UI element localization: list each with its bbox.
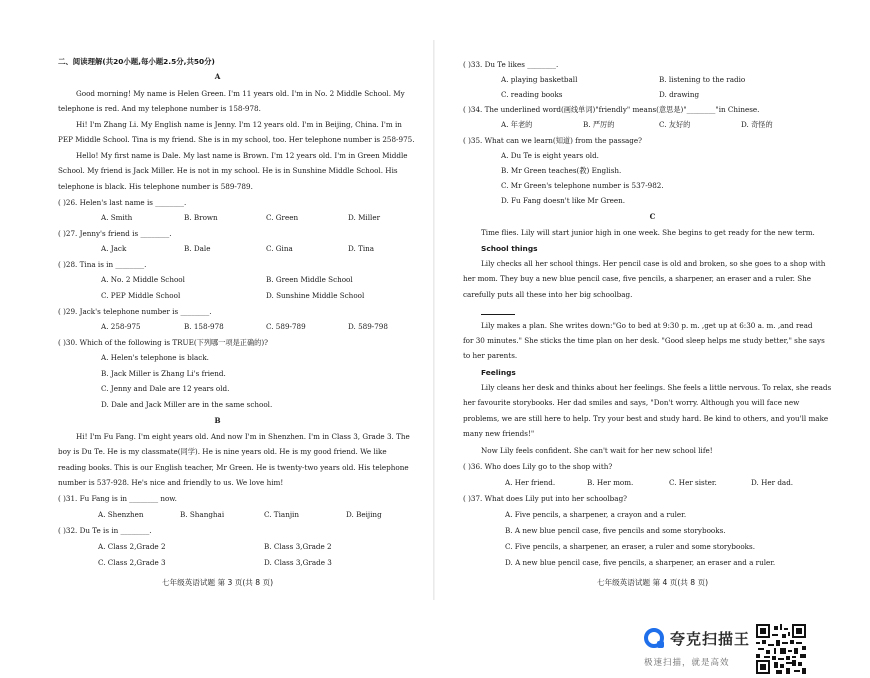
q35-option-d: D. Fu Fang doesn't like Mr Green. (501, 196, 626, 205)
school-things-line: Lily checks all her school things. Her pencil case is old and broken, so she goes to a shop with (481, 259, 826, 268)
plan-line: Lily makes a plan. She writes down:"Go to bed at 9:30 p. m. ,get up at 6:30 a. m. ,and read (481, 321, 813, 330)
q31-option-d: D. Beijing (346, 510, 382, 519)
q26-option-b: B. Brown (184, 213, 218, 222)
q33-option-c: C. reading books (501, 90, 563, 99)
watermark-subtitle: 极速扫描，就是高效 (644, 658, 730, 668)
question-35: ( )35. What can we learn(知道) from the passage? (463, 136, 643, 145)
passage-a-line: PEP Middle School. Tina is my friend. She is in my school, too. Her telephone number is 258-975. (58, 135, 415, 144)
q33-option-d: D. drawing (659, 90, 700, 99)
q29-option-c: C. 589-789 (266, 322, 306, 331)
feelings-line: problems, we are still here to help. Try your best and study hard. Be kind to others, and you'll make (463, 414, 829, 423)
q36-option-d: D. Her dad. (751, 478, 794, 487)
passage-b-line: reading books. This is our English teacher, Mr Green. He is twenty-two years old. His telephone (58, 463, 409, 472)
feelings-line: many new friends!" (463, 429, 535, 438)
q26-option-c: C. Green (266, 213, 299, 222)
q35-option-c: C. Mr Green's telephone number is 537-982. (501, 181, 664, 190)
q37-option-c: C. Five pencils, a sharpener, an eraser, a ruler and some storybooks. (505, 542, 756, 551)
q31-option-b: B. Shanghai (180, 510, 225, 519)
q37-option-d: D. A new blue pencil case, five pencils, a sharpener, an eraser and a ruler. (505, 558, 776, 567)
passage-a-line: Hello! My first name is Dale. My last name is Brown. I'm 12 years old. I'm in Green Middle (76, 151, 408, 160)
q32-option-c: C. Class 2,Grade 3 (98, 558, 166, 567)
q27-option-c: C. Gina (266, 244, 293, 253)
q37-option-a: A. Five pencils, a sharpener, a crayon and a ruler. (505, 510, 687, 519)
question-36: ( )36. Who does Lily go to the shop with? (463, 462, 613, 471)
section-title: 二、阅读理解(共20小题,每小题2.5分,共50分) (58, 57, 215, 66)
q34-option-b: B. 严厉的 (583, 120, 615, 129)
passage-a-line: telephone is black. His telephone number is 589-789. (58, 182, 253, 191)
passage-b-label: B (214, 416, 221, 425)
passage-a-line: telephone is red. And my telephone number is 158-978. (58, 104, 261, 113)
school-things-line: her mom. They buy a new blue pencil case, five pencils, a sharpener, an eraser and a ruler. She (463, 274, 812, 283)
q31-option-c: C. Tianjin (264, 510, 299, 519)
page-footer: 七年级英语试题 第 4 页(共 8 页) (596, 578, 709, 587)
feelings-line: her favourite storybooks. Her dad smiles and says, "Don't worry. Although you will face new (463, 398, 800, 407)
heading-feelings: Feelings (481, 368, 516, 377)
heading-school-things: School things (481, 244, 538, 253)
passage-c-intro: Time flies. Lily will start junior high in one week. She begins to get ready for the new term. (481, 228, 815, 237)
passage-a-line: Hi! I'm Zhang Li. My English name is Jenny. I'm 12 years old. I'm in Beijing, China. I'm in (76, 120, 402, 129)
q29-option-d: D. 589-798 (348, 322, 388, 331)
quark-logo-icon (644, 628, 664, 648)
passage-a-line: School. My friend is Jack Miller. He is not in my school. He is in Sunshine Middle School. His (58, 166, 398, 175)
school-things-line: carefully puts all these into her big schoolbag. (463, 290, 633, 299)
q33-option-b: B. listening to the radio (659, 75, 746, 84)
qr-code-icon (756, 624, 806, 674)
q36-option-b: B. Her mom. (587, 478, 634, 487)
q26-option-a: A. Smith (101, 213, 133, 222)
plan-line: to her parents. (463, 351, 518, 360)
q28-option-c: C. PEP Middle School (101, 291, 181, 300)
page-4 (435, 0, 870, 678)
q26-option-d: D. Miller (348, 213, 381, 222)
q32-option-d: D. Class 3,Grade 3 (264, 558, 332, 567)
scanner-watermark (640, 622, 870, 678)
question-28: ( )28. Tina is in ________. (58, 260, 147, 269)
passage-a-label: A (214, 72, 221, 81)
q34-option-a: A. 年老的 (501, 120, 533, 129)
passage-b-line: boy is Du Te. He is my classmate(同学). He is nine years old. He is my good friend. We like (58, 447, 387, 456)
q32-option-b: B. Class 3,Grade 2 (264, 542, 332, 551)
q28-option-d: D. Sunshine Middle School (266, 291, 365, 300)
question-32: ( )32. Du Te is in ________. (58, 526, 152, 535)
feelings-line: Lily cleans her desk and thinks about her feelings. She feels a little nervous. To relax, she reads (481, 383, 832, 392)
q35-option-b: B. Mr Green teaches(教) English. (501, 166, 622, 175)
plan-line: for 30 minutes." She sticks the time plan on her desk. "Good sleep helps me study better," she says (463, 336, 825, 345)
watermark-title: 夸克扫描王 (670, 630, 751, 648)
q30-option-a: A. Helen's telephone is black. (101, 353, 209, 362)
question-30: ( )30. Which of the following is TRUE(下列哪一项是正确的)? (58, 338, 269, 347)
q28-option-b: B. Green Middle School (266, 275, 353, 284)
feelings-line: Now Lily feels confident. She can't wait for her new school life! (481, 446, 713, 455)
q27-option-b: B. Dale (184, 244, 211, 253)
heading-blank (481, 314, 515, 315)
question-27: ( )27. Jenny's friend is ________. (58, 229, 172, 238)
q35-option-a: A. Du Te is eight years old. (501, 151, 599, 160)
q33-option-a: A. playing basketball (501, 75, 578, 84)
q27-option-a: A. Jack (101, 244, 127, 253)
question-34: ( )34. The underlined word(画线单词)"friendly" means(意思是)"________"in Chinese. (463, 105, 760, 114)
passage-b-line: Hi! I'm Fu Fang. I'm eight years old. And now I'm in Shenzhen. I'm in Class 3, Grade 3. The (76, 432, 410, 441)
passage-a-line: Good morning! My name is Helen Green. I'm 11 years old. I'm in No. 2 Middle School. My (76, 89, 405, 98)
q29-option-a: A. 258-975 (101, 322, 141, 331)
q30-option-b: B. Jack Miller is Zhang Li's friend. (101, 369, 226, 378)
q30-option-d: D. Dale and Jack Miller are in the same school. (101, 400, 273, 409)
q32-option-a: A. Class 2,Grade 2 (98, 542, 166, 551)
q34-option-c: C. 友好的 (659, 120, 691, 129)
passage-b-line: number is 537-928. He's nice and friendly to us. We love him! (58, 478, 284, 487)
q36-option-c: C. Her sister. (669, 478, 717, 487)
question-29: ( )29. Jack's telephone number is ________. (58, 307, 212, 316)
question-31: ( )31. Fu Fang is in ________ now. (58, 494, 177, 503)
q31-option-a: A. Shenzhen (98, 510, 144, 519)
question-33: ( )33. Du Te likes ________. (463, 60, 559, 69)
question-37: ( )37. What does Lily put into her schoolbag? (463, 494, 628, 503)
page-footer: 七年级英语试题 第 3 页(共 8 页) (161, 578, 274, 587)
q37-option-b: B. A new blue pencil case, five pencils and some storybooks. (505, 526, 726, 535)
q27-option-d: D. Tina (348, 244, 375, 253)
q28-option-a: A. No. 2 Middle School (101, 275, 185, 284)
q34-option-d: D. 奇怪的 (741, 120, 773, 129)
passage-c-label: C (649, 212, 656, 221)
question-26: ( )26. Helen's last name is ________. (58, 198, 187, 207)
q30-option-c: C. Jenny and Dale are 12 years old. (101, 384, 230, 393)
q36-option-a: A. Her friend. (505, 478, 556, 487)
q29-option-b: B. 158-978 (184, 322, 224, 331)
